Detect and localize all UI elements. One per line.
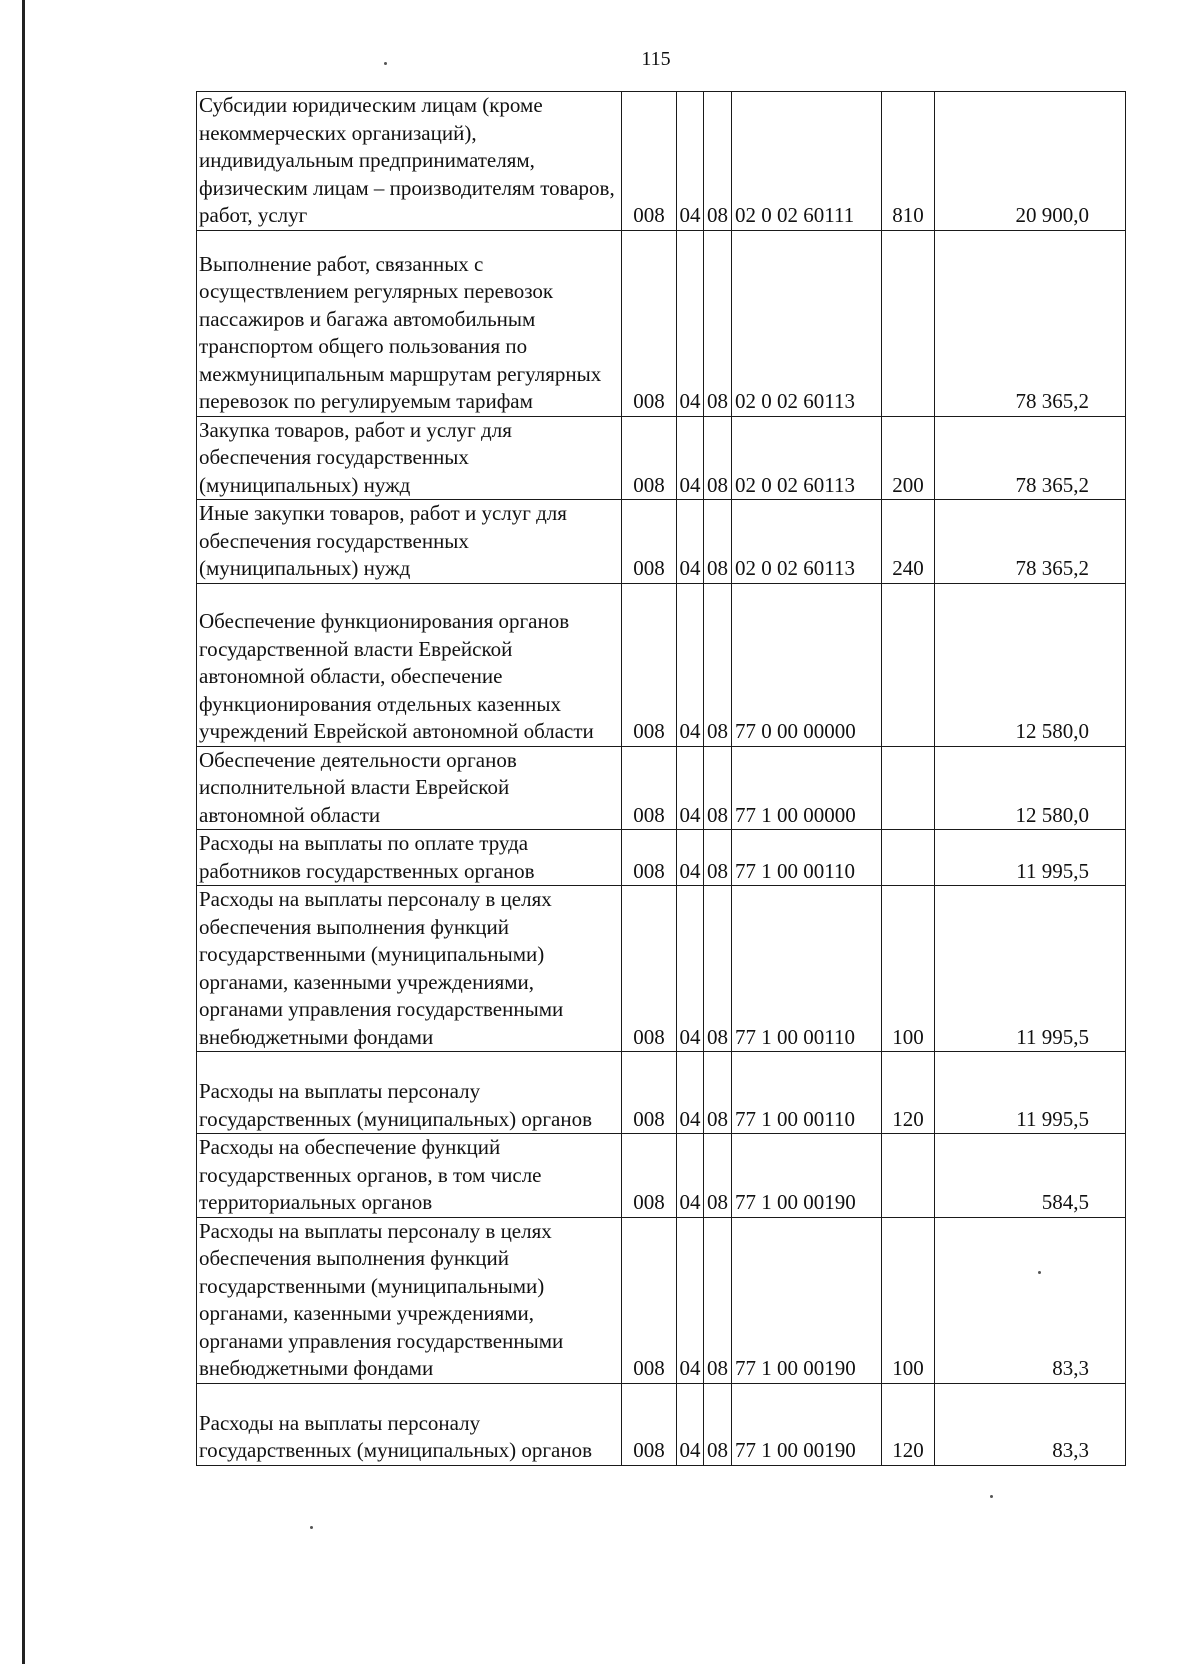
binding-margin-line bbox=[22, 0, 25, 1664]
expense-type-code: 120 bbox=[882, 1383, 935, 1465]
target-code: 77 1 00 00190 bbox=[732, 1383, 882, 1465]
ministry-code: 008 bbox=[622, 230, 677, 416]
amount: 78 365,2 bbox=[935, 230, 1126, 416]
table-row bbox=[197, 830, 1126, 886]
amount: 12 580,0 bbox=[935, 746, 1126, 830]
target-code: 77 1 00 00000 bbox=[732, 746, 882, 830]
row-name: Расходы на выплаты по оплате труда работников государственных органов bbox=[197, 830, 622, 886]
scan-speck bbox=[990, 1495, 993, 1498]
amount: 20 900,0 bbox=[935, 92, 1126, 231]
row-name: Расходы на выплаты персоналу в целях обеспечения выполнения функций государственными (муниципальными) органами, казенными учреждениями, органами управления государственными внебюджетными фондами bbox=[197, 886, 622, 1052]
target-code: 02 0 02 60113 bbox=[732, 500, 882, 584]
subsection-code: 08 bbox=[704, 1383, 732, 1465]
expense-type-code: 200 bbox=[882, 416, 935, 500]
subsection-code: 08 bbox=[704, 1052, 732, 1134]
subsection-code: 08 bbox=[704, 886, 732, 1052]
ministry-code: 008 bbox=[622, 746, 677, 830]
table-row bbox=[197, 1383, 1126, 1465]
target-code: 77 1 00 00110 bbox=[732, 886, 882, 1052]
expense-type-code bbox=[882, 1134, 935, 1218]
row-name: Выполнение работ, связанных с осуществлением регулярных перевозок пассажиров и багажа автомобильным транспортом общего пользования по межмуниципальным маршрутам регулярных перевозок по регулируемым тарифам bbox=[197, 230, 622, 416]
scan-speck bbox=[384, 62, 387, 65]
section-code: 04 bbox=[677, 1134, 704, 1218]
section-code: 04 bbox=[677, 746, 704, 830]
subsection-code: 08 bbox=[704, 746, 732, 830]
amount: 12 580,0 bbox=[935, 583, 1126, 746]
ministry-code: 008 bbox=[622, 92, 677, 231]
table-row bbox=[197, 500, 1126, 584]
expense-type-code: 100 bbox=[882, 1217, 935, 1383]
section-code: 04 bbox=[677, 230, 704, 416]
section-code: 04 bbox=[677, 1383, 704, 1465]
table-row bbox=[197, 746, 1126, 830]
expense-type-code bbox=[882, 230, 935, 416]
table-row bbox=[197, 1134, 1126, 1218]
scan-speck bbox=[310, 1526, 313, 1529]
row-name: Иные закупки товаров, работ и услуг для обеспечения государственных (муниципальных) нужд bbox=[197, 500, 622, 584]
amount: 584,5 bbox=[935, 1134, 1126, 1218]
subsection-code: 08 bbox=[704, 1217, 732, 1383]
subsection-code: 08 bbox=[704, 230, 732, 416]
row-name: Расходы на выплаты персоналу государственных (муниципальных) органов bbox=[197, 1383, 622, 1465]
subsection-code: 08 bbox=[704, 1134, 732, 1218]
section-code: 04 bbox=[677, 886, 704, 1052]
target-code: 77 1 00 00190 bbox=[732, 1217, 882, 1383]
row-name: Расходы на обеспечение функций государственных органов, в том числе территориальных органов bbox=[197, 1134, 622, 1218]
table-row bbox=[197, 583, 1126, 746]
ministry-code: 008 bbox=[622, 416, 677, 500]
scan-speck bbox=[1038, 1271, 1041, 1274]
ministry-code: 008 bbox=[622, 886, 677, 1052]
page-number: 115 bbox=[641, 48, 671, 70]
target-code: 77 1 00 00110 bbox=[732, 1052, 882, 1134]
table-row bbox=[197, 416, 1126, 500]
subsection-code: 08 bbox=[704, 583, 732, 746]
subsection-code: 08 bbox=[704, 92, 732, 231]
amount: 11 995,5 bbox=[935, 1052, 1126, 1134]
budget-table-body bbox=[197, 92, 1126, 1466]
ministry-code: 008 bbox=[622, 583, 677, 746]
ministry-code: 008 bbox=[622, 1052, 677, 1134]
section-code: 04 bbox=[677, 1217, 704, 1383]
section-code: 04 bbox=[677, 830, 704, 886]
expense-type-code bbox=[882, 583, 935, 746]
ministry-code: 008 bbox=[622, 1217, 677, 1383]
target-code: 02 0 02 60113 bbox=[732, 416, 882, 500]
amount: 11 995,5 bbox=[935, 886, 1126, 1052]
ministry-code: 008 bbox=[622, 1383, 677, 1465]
row-name: Закупка товаров, работ и услуг для обеспечения государственных (муниципальных) нужд bbox=[197, 416, 622, 500]
subsection-code: 08 bbox=[704, 500, 732, 584]
section-code: 04 bbox=[677, 1052, 704, 1134]
row-name: Расходы на выплаты персоналу в целях обеспечения выполнения функций государственными (муниципальными) органами, казенными учреждениями, органами управления государственными внебюджетными фондами bbox=[197, 1217, 622, 1383]
table-row bbox=[197, 1217, 1126, 1383]
table-row bbox=[197, 230, 1126, 416]
expense-type-code bbox=[882, 830, 935, 886]
expense-type-code: 240 bbox=[882, 500, 935, 584]
expense-type-code bbox=[882, 746, 935, 830]
target-code: 77 0 00 00000 bbox=[732, 583, 882, 746]
expense-type-code: 100 bbox=[882, 886, 935, 1052]
section-code: 04 bbox=[677, 92, 704, 231]
row-name: Обеспечение деятельности органов исполнительной власти Еврейской автономной области bbox=[197, 746, 622, 830]
expense-type-code: 810 bbox=[882, 92, 935, 231]
table-row bbox=[197, 886, 1126, 1052]
budget-table bbox=[196, 91, 1126, 1466]
target-code: 02 0 02 60111 bbox=[732, 92, 882, 231]
amount: 83,3 bbox=[935, 1217, 1126, 1383]
expense-type-code: 120 bbox=[882, 1052, 935, 1134]
row-name: Субсидии юридическим лицам (кроме некоммерческих организаций), индивидуальным предпринимателям, физическим лицам – производителям товаров, работ, услуг bbox=[197, 92, 622, 231]
ministry-code: 008 bbox=[622, 500, 677, 584]
amount: 78 365,2 bbox=[935, 500, 1126, 584]
row-name: Расходы на выплаты персоналу государственных (муниципальных) органов bbox=[197, 1052, 622, 1134]
ministry-code: 008 bbox=[622, 830, 677, 886]
amount: 11 995,5 bbox=[935, 830, 1126, 886]
amount: 78 365,2 bbox=[935, 416, 1126, 500]
target-code: 02 0 02 60113 bbox=[732, 230, 882, 416]
amount: 83,3 bbox=[935, 1383, 1126, 1465]
ministry-code: 008 bbox=[622, 1134, 677, 1218]
table-row bbox=[197, 1052, 1126, 1134]
section-code: 04 bbox=[677, 500, 704, 584]
subsection-code: 08 bbox=[704, 416, 732, 500]
table-row bbox=[197, 92, 1126, 231]
section-code: 04 bbox=[677, 416, 704, 500]
target-code: 77 1 00 00110 bbox=[732, 830, 882, 886]
section-code: 04 bbox=[677, 583, 704, 746]
target-code: 77 1 00 00190 bbox=[732, 1134, 882, 1218]
subsection-code: 08 bbox=[704, 830, 732, 886]
row-name: Обеспечение функционирования органов государственной власти Еврейской автономной области, обеспечение функционирования отдельных казенных учреждений Еврейской автономной области bbox=[197, 583, 622, 746]
